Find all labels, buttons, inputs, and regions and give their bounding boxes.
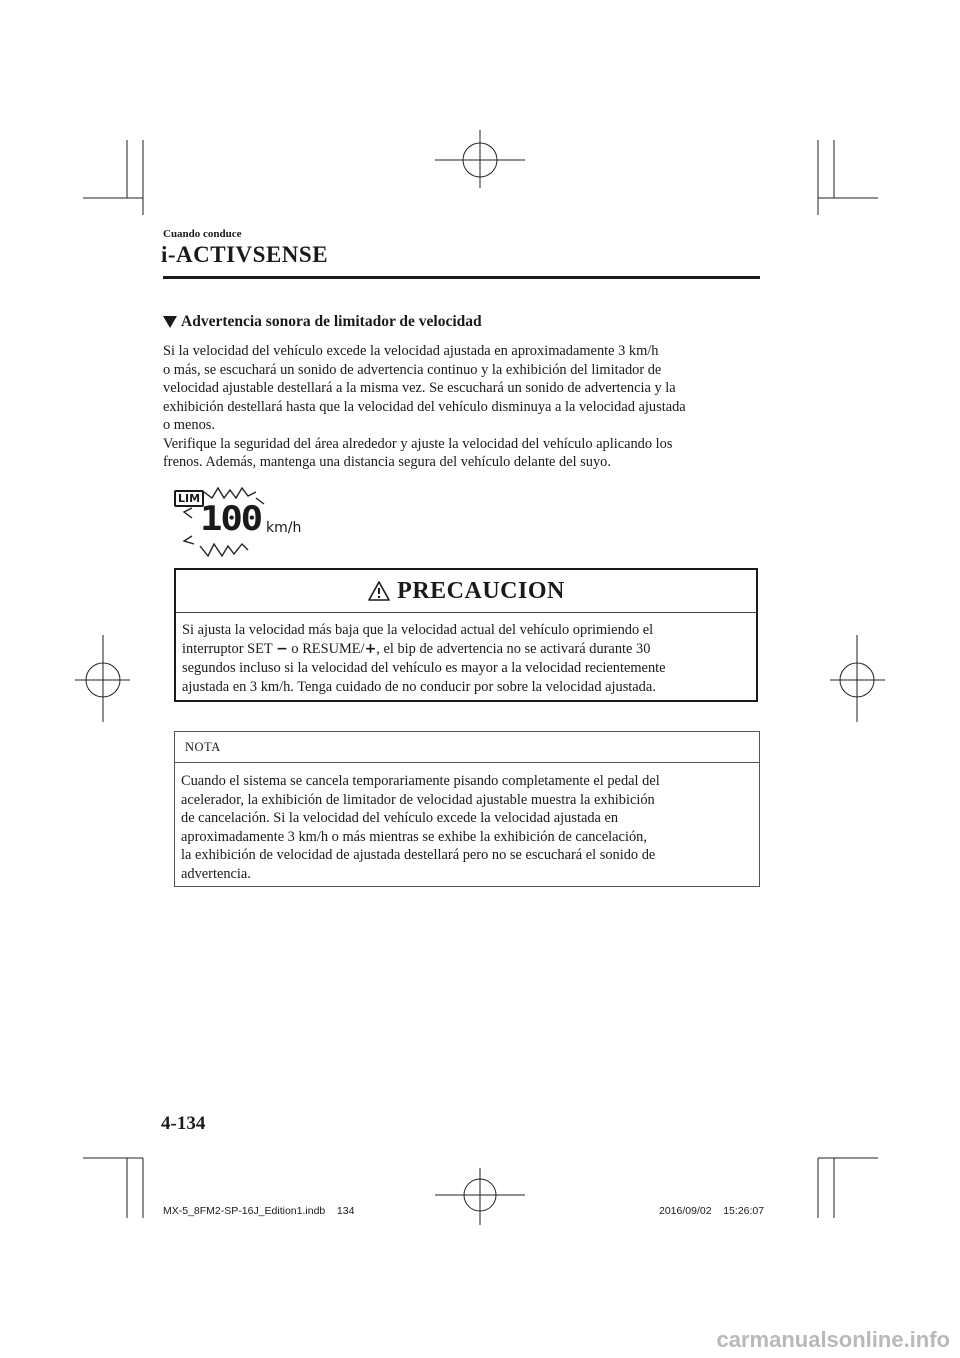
text-fragment: , el bip de advertencia no se activará durante 30 bbox=[376, 641, 651, 657]
caution-header bbox=[176, 570, 756, 613]
note-header bbox=[175, 732, 759, 763]
header-rule bbox=[163, 276, 760, 279]
triangle-down-icon bbox=[163, 316, 177, 328]
body-paragraph-1 bbox=[163, 342, 763, 472]
watermark-link[interactable]: carmanualsonline.info bbox=[716, 1327, 950, 1352]
text-line: la exhibición de velocidad de ajustada destellará pero no se escuchará el sonido de bbox=[181, 847, 656, 863]
note-box bbox=[174, 731, 760, 887]
speed-readout: 100 bbox=[200, 499, 261, 539]
text-line: Si ajusta la velocidad más baja que la velocidad actual del vehículo oprimiendo el bbox=[182, 622, 654, 638]
text-line bbox=[182, 640, 666, 659]
note-text bbox=[181, 772, 660, 883]
text-line: acelerador, la exhibición de limitador de velocidad ajustable muestra la exhibición bbox=[181, 791, 655, 808]
text-line: de cancelación. Si la velocidad del vehículo excede la velocidad ajustada en bbox=[181, 810, 619, 826]
subsection-title: Advertencia sonora de limitador de velocidad bbox=[181, 313, 482, 330]
text-line: frenos. Además, mantenga una distancia segura del vehículo delante del suyo. bbox=[163, 454, 611, 470]
note-title: NOTA bbox=[185, 740, 221, 754]
text-line: advertencia. bbox=[181, 865, 251, 882]
caution-text bbox=[182, 621, 666, 697]
chapter-label: Cuando conduce bbox=[163, 228, 242, 240]
caution-box bbox=[174, 568, 758, 702]
text-line: velocidad ajustable destellará a la misma vez. Se escuchará un sonido de advertencia y la bbox=[163, 380, 676, 396]
minus-icon: − bbox=[276, 641, 288, 657]
caution-title: PRECAUCION bbox=[397, 577, 565, 604]
speed-unit: km/h bbox=[266, 520, 302, 536]
section-title: i-ACTIVSENSE bbox=[161, 242, 329, 267]
text-line: segundos incluso si la velocidad del vehículo es mayor a la velocidad recientemente bbox=[182, 660, 666, 676]
text-line: exhibición destellará hasta que la velocidad del vehículo disminuya a la velocidad ajustada bbox=[163, 398, 686, 415]
warning-triangle-icon bbox=[367, 580, 391, 602]
text-line: aproximadamente 3 km/h o más mientras se exhibe la exhibición de cancelación, bbox=[181, 828, 647, 845]
text-line: ajustada en 3 km/h. Tenga cuidado de no conducir por sobre la velocidad ajustada. bbox=[182, 679, 656, 695]
text-fragment: interruptor SET bbox=[182, 641, 277, 657]
speed-limiter-display bbox=[170, 486, 310, 563]
text-fragment: o RESUME/ bbox=[287, 641, 365, 657]
subsection-heading bbox=[163, 313, 482, 331]
footer-filename: MX-5_8FM2-SP-16J_Edition1.indb 134 bbox=[163, 1205, 355, 1217]
plus-icon: + bbox=[364, 641, 377, 657]
lim-badge: LIM bbox=[174, 490, 204, 507]
text-line: o menos. bbox=[163, 417, 215, 433]
text-line: Verifique la seguridad del área alrededor y ajuste la velocidad del vehículo aplicando los bbox=[163, 435, 673, 452]
text-line: o más, se escuchará un sonido de advertencia continuo y la exhibición del limitador de bbox=[163, 361, 662, 378]
page-number: 4-134 bbox=[161, 1113, 206, 1134]
footer-timestamp: 2016/09/02 15:26:07 bbox=[659, 1205, 765, 1217]
text-line: Cuando el sistema se cancela temporariamente pisando completamente el pedal del bbox=[181, 773, 660, 789]
text-line: Si la velocidad del vehículo excede la velocidad ajustada en aproximadamente 3 km/h bbox=[163, 343, 659, 359]
